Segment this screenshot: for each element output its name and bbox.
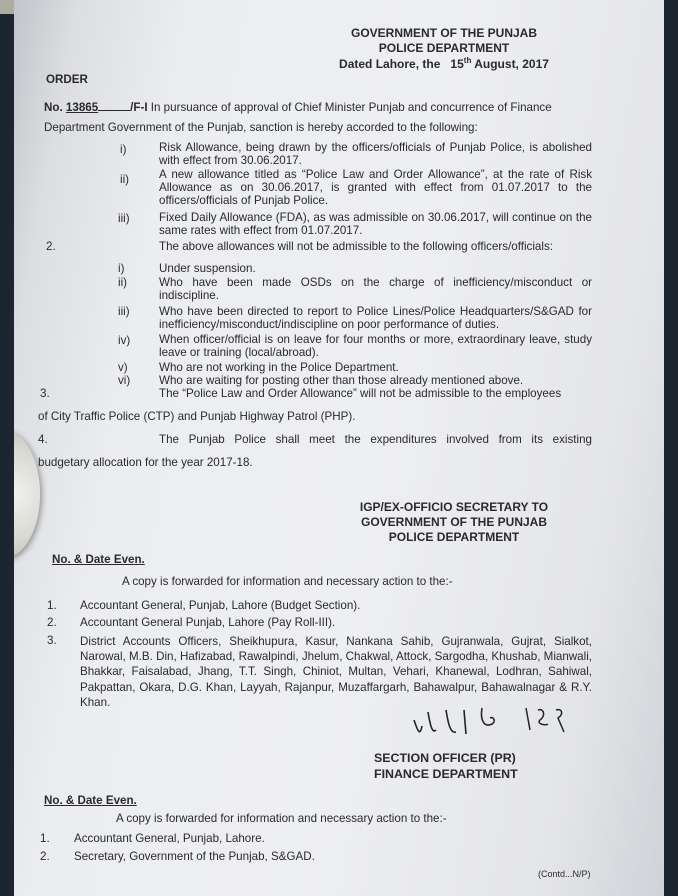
section-officer-department: FINANCE DEPARTMENT	[374, 767, 518, 781]
section-officer-title: SECTION OFFICER (PR)	[374, 751, 516, 765]
endorsement2-item-num: 1.	[40, 832, 50, 845]
order-number-underline	[98, 100, 130, 111]
para2-item-num: vi)	[118, 374, 131, 387]
order-number-suffix: /F-I	[130, 101, 148, 114]
paper-binder-clip	[14, 430, 40, 558]
para2-item-num: iv)	[118, 334, 131, 347]
endorsement2-intro: A copy is forwarded for information and necessary action to the:-	[116, 812, 447, 825]
order-text-line2: Department Government of the Punjab, sanction is hereby accorded to the following:	[44, 121, 478, 134]
para2-item-text: Who have been directed to report to Police Lines/Police Headquarters/S&GAD for inefficiency/misconduct/indiscipline on poor performance of duties.	[159, 305, 592, 331]
para4-number: 4.	[38, 433, 48, 446]
endorsement2-item-num: 2.	[40, 850, 50, 863]
date-prefix: Dated Lahore, the	[339, 57, 441, 71]
order-number: 13865	[65, 101, 99, 114]
header-date	[314, 56, 574, 71]
para1-item-num: i)	[120, 143, 127, 156]
endorsement1-item-text: Accountant General, Punjab, Lahore (Budget Section).	[80, 599, 361, 612]
igp-line3: POLICE DEPARTMENT	[388, 530, 520, 544]
header-department: POLICE DEPARTMENT	[378, 41, 510, 55]
endorsement1-item-text: Accountant General Punjab, Lahore (Pay Roll-III).	[80, 616, 336, 629]
para1-item-num: ii)	[120, 173, 130, 186]
para1-item-text: Fixed Daily Allowance (FDA), as was admissible on 30.06.2017, will continue on the same rates with effect from 01.07.2017.	[159, 211, 592, 237]
para1-item-num: iii)	[118, 212, 130, 225]
handwritten-signature	[406, 702, 596, 752]
continued-note: (Contd...N/P)	[538, 869, 591, 879]
para2-number: 2.	[46, 240, 56, 253]
order-number-line	[44, 100, 552, 114]
document-page	[14, 0, 664, 896]
endorsement1-item-num: 3.	[47, 634, 57, 647]
para3-line1: The “Police Law and Order Allowance” will not be admissible to the employees	[159, 387, 562, 400]
para2-item-num: i)	[118, 262, 125, 275]
igp-line1: IGP/EX-OFFICIO SECRETARY TO	[359, 500, 549, 514]
date-day: 15	[450, 57, 464, 71]
para2-item-text: Under suspension.	[159, 262, 256, 275]
endorsement2-item-text: Secretary, Government of the Punjab, S&GAD.	[74, 850, 315, 863]
para3-line2: of City Traffic Police (CTP) and Punjab Highway Patrol (PHP).	[38, 410, 356, 423]
para2-item-num: v)	[118, 361, 128, 374]
header-government: GOVERNMENT OF THE PUNJAB	[350, 26, 537, 40]
para2-item-num: ii)	[118, 276, 128, 289]
date-month-year: August, 2017	[474, 57, 549, 71]
order-label: ORDER	[46, 73, 88, 86]
para1-item-text: A new allowance titled as “Police Law and Order Allowance”, at the rate of Risk Allowance as on 30.06.2017, is granted with effect from 01.07.2017 to the officers/officials of Punjab Police.	[159, 168, 592, 207]
para2-item-num: iii)	[118, 305, 130, 318]
para4-line2: budgetary allocation for the year 2017-18.	[38, 456, 253, 469]
order-text-line1: In pursuance of approval of Chief Minister Punjab and concurrence of Finance	[150, 101, 552, 114]
endorsement1-item-num: 2.	[47, 616, 57, 629]
para2-item-text: Who are not working in the Police Department.	[159, 361, 399, 374]
para1-item-text: Risk Allowance, being drawn by the officers/officials of Punjab Police, is abolished with effect from 30.06.2017.	[159, 141, 592, 167]
endorsement1-heading: No. & Date Even.	[52, 553, 145, 566]
endorsement1-intro: A copy is forwarded for information and necessary action to the:-	[122, 575, 453, 588]
date-day-suffix: th	[463, 56, 472, 65]
igp-line2: GOVERNMENT OF THE PUNJAB	[360, 515, 547, 529]
endorsement1-item-text: District Accounts Officers, Sheikhupura, Kasur, Nankana Sahib, Gujranwala, Gujrat, Sialkot, Narowal, M.B. Din, Hafizabad, Rawalpindi, Jhelum, Chakwal, Attock, Sargodha, Khushab, Mianwali, Bhakkar, Faisalabad, Jhang, T.T. Singh, Chiniot, Multan, Vehari, Khanewal, Lodhran, Sahiwal, Pakpattan, Okara, D.G. Khan, Layyah, Rajanpur, Muzaffargarh, Bahawalpur, Bahawalnagar & R.Y. Khan.	[80, 635, 592, 709]
para4-line1: The Punjab Police shall meet the expenditures involved from its existing	[159, 433, 592, 446]
para3-number: 3.	[40, 387, 50, 400]
para2-text: The above allowances will not be admissible to the following officers/officials:	[159, 240, 553, 253]
endorsement2-heading: No. & Date Even.	[44, 794, 137, 807]
endorsement1-item-num: 1.	[47, 599, 57, 612]
endorsement2-item-text: Accountant General, Punjab, Lahore.	[74, 832, 265, 845]
para2-item-text: Who are waiting for posting other than those already mentioned above.	[159, 374, 524, 387]
order-no-label: No.	[44, 101, 63, 114]
para2-item-text: Who have been made OSDs on the charge of inefficiency/misconduct or indiscipline.	[159, 276, 592, 302]
para2-item-text: When officer/official is on leave for four months or more, extraordinary leave, study leave or training (local/abroad).	[159, 333, 592, 359]
